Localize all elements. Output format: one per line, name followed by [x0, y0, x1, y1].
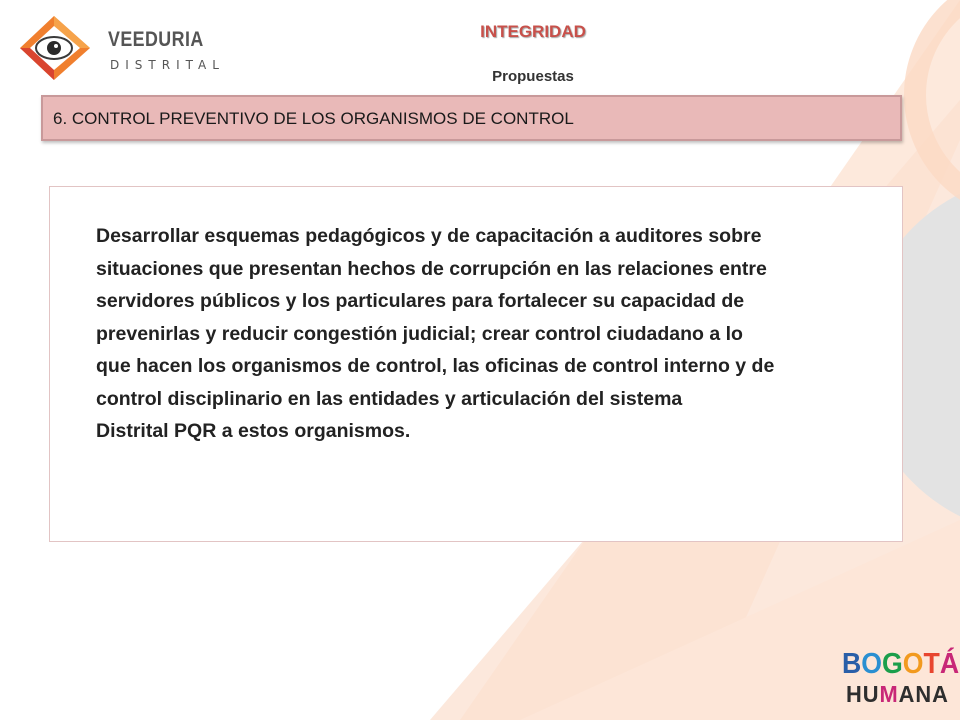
page-subtitle: Propuestas	[492, 68, 574, 85]
brand-line-2	[846, 681, 949, 707]
brand-letter: Á	[939, 648, 960, 680]
body-line: control disciplinario en las entidades y articulación del sistema	[96, 387, 683, 410]
body-line: Distrital PQR a estos organismos.	[96, 420, 411, 442]
brand-letter: A	[898, 681, 916, 707]
brand-letter: O	[902, 648, 924, 680]
body-line: prevenirlas y reducir congestión judicial; crear control ciudadano a lo	[96, 322, 743, 345]
brand-letter: U	[862, 681, 880, 707]
bogota-humana-logo	[842, 648, 960, 710]
brand-letter: T	[923, 648, 940, 680]
section-header	[41, 95, 902, 141]
body-line: servidores públicos y los particulares para fortalecer su capacidad de	[96, 290, 745, 312]
body-line: Desarrollar esquemas pedagógicos y de capacitación a auditores sobre	[96, 225, 762, 247]
section-header-text: 6. CONTROL PREVENTIVO DE LOS ORGANISMOS DE CONTROL	[53, 109, 574, 128]
body-line: que hacen los organismos de control, las oficinas de control interno y de	[96, 355, 775, 377]
brand-letter: B	[842, 648, 862, 680]
brand-line-1	[842, 648, 959, 680]
page-title: INTEGRIDAD	[480, 22, 586, 41]
logo-name: VEEDURIA	[108, 28, 204, 51]
brand-letter: M	[879, 681, 899, 707]
brand-letter: H	[846, 681, 863, 707]
body-text	[96, 220, 896, 448]
brand-letter: O	[861, 648, 883, 680]
brand-letter: N	[915, 681, 933, 707]
body-line: situaciones que presentan hechos de corrupción en las relaciones entre	[96, 257, 767, 280]
brand-letter: G	[882, 648, 903, 680]
logo-subtitle: DISTRITAL	[110, 58, 225, 72]
brand-letter: A	[932, 681, 949, 707]
content-box	[49, 186, 903, 542]
